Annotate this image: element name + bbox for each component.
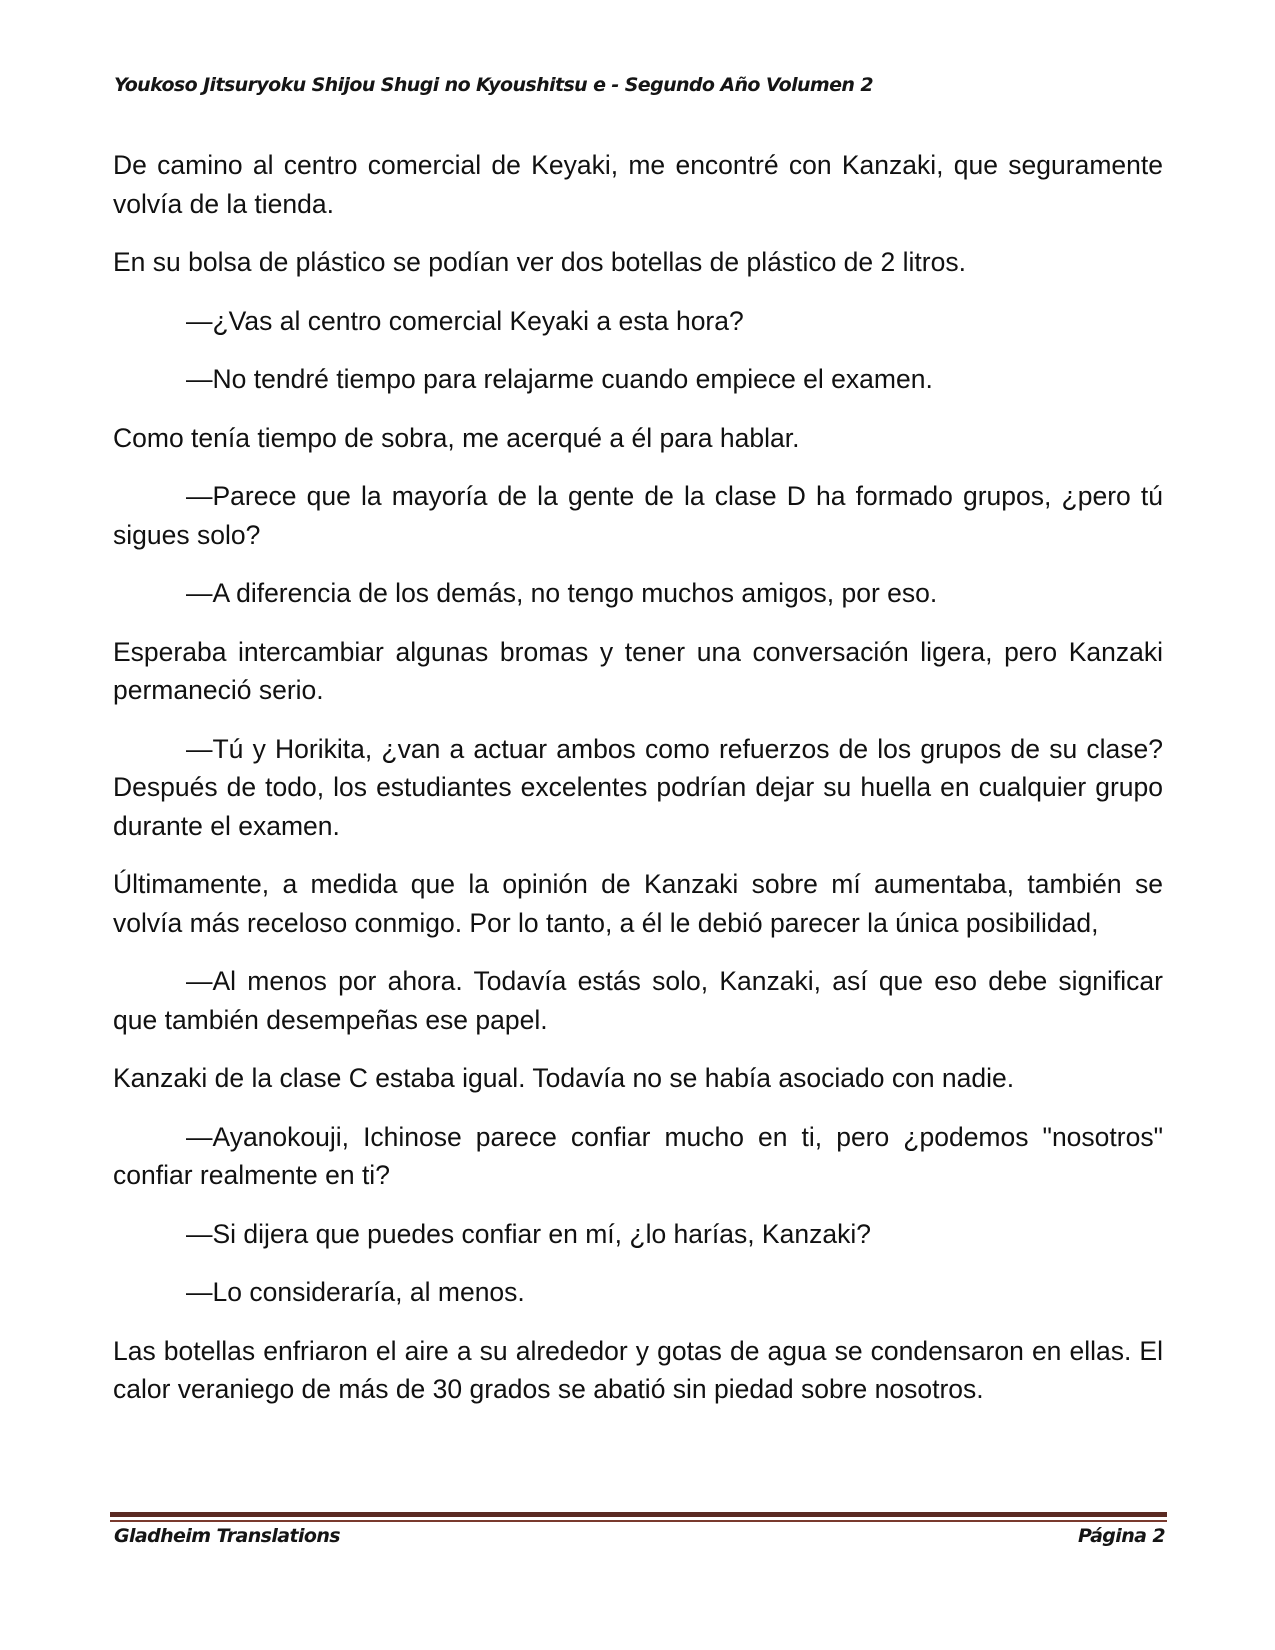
dialogue-line: —Tú y Horikita, ¿van a actuar ambos como refuerzos de los grupos de su clase? Después de todo, los estudiantes excelentes podrían dejar su huella en cualquier grupo durante el examen. [113,733,1163,841]
dialogue-line: —Al menos por ahora. Todavía estás solo, Kanzaki, así que eso debe significar que también desempeñas ese papel. [113,966,1163,1035]
dialogue-line: —Si dijera que puedes confiar en mí, ¿lo harías, Kanzaki? [186,1218,871,1249]
page-body [113,146,1163,1429]
paragraph: De camino al centro comercial de Keyaki, me encontré con Kanzaki, que seguramente volvía de la tienda. [113,150,1163,219]
dialogue-line: —A diferencia de los demás, no tengo muchos amigos, por eso. [186,578,938,608]
page-number: Página 2 [1077,1525,1165,1547]
dialogue-line: —Parece que la mayoría de la gente de la clase D ha formado grupos, ¿pero tú sigues solo? [113,481,1163,550]
paragraph: Las botellas enfriaron el aire a su alrededor y gotas de agua se condensaron en ellas. El calor veraniego de más de 30 grados se abatió sin piedad sobre nosotros. [113,1335,1163,1404]
dialogue-line: —No tendré tiempo para relajarme cuando empiece el examen. [186,364,933,394]
paragraph: Esperaba intercambiar algunas bromas y tener una conversación ligera, pero Kanzaki permaneció serio. [113,636,1163,705]
footer-divider-thick [110,1512,1167,1517]
dialogue-line: —¿Vas al centro comercial Keyaki a esta hora? [186,305,744,336]
dialogue-line: —Ayanokouji, Ichinose parece confiar mucho en ti, pero ¿podemos "nosotros" confiar realmente en ti? [113,1121,1163,1190]
footer-divider-thin [110,1520,1167,1522]
page-header-title: Youkoso Jitsuryoku Shijou Shugi no Kyoushitsu e - Segundo Año Volumen 2 [114,74,873,96]
paragraph: Como tenía tiempo de sobra, me acerqué a él para hablar. [113,422,800,453]
paragraph: En su bolsa de plástico se podían ver dos botellas de plástico de 2 litros. [113,247,966,277]
footer-translator-credit: Gladheim Translations [114,1525,340,1547]
dialogue-line: —Lo consideraría, al menos. [186,1277,525,1307]
paragraph: Kanzaki de la clase C estaba igual. Todavía no se había asociado con nadie. [113,1063,1015,1093]
paragraph: Últimamente, a medida que la opinión de Kanzaki sobre mí aumentaba, también se volvía más receloso conmigo. Por lo tanto, a él le debió parecer la única posibilidad, [113,869,1163,938]
